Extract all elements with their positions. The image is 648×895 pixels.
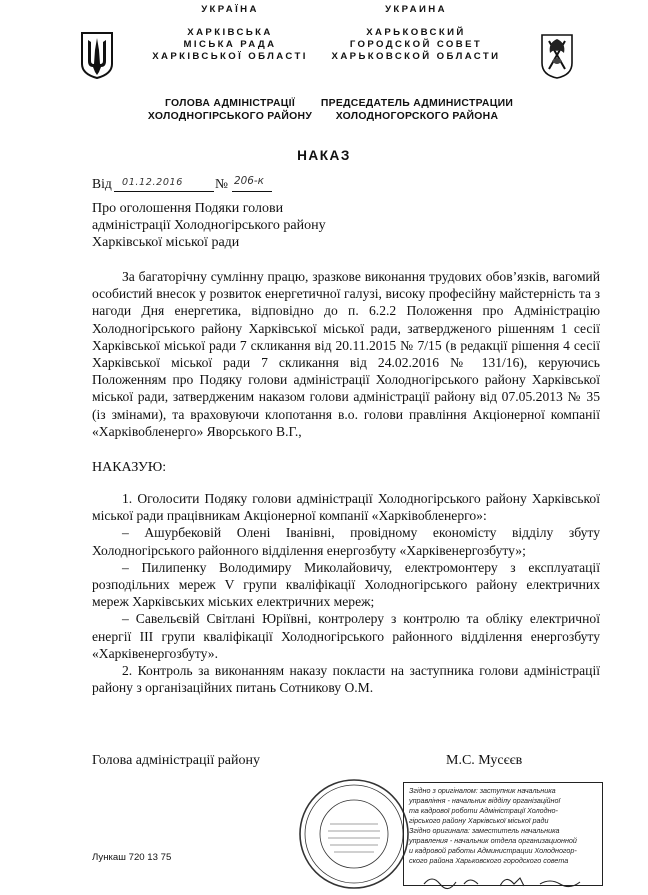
- preamble-paragraph: За багаторічну сумлінну працю, зразкове виконання трудових обов’язків, вагомий особистий внесок у розвиток енергетичної галузі, високу професійну майстерність та з нагоди Дня енергетика, відповідно до п. 6.2.2 Положення про Адміністрацію Холодногірського району Харківської міської ради, затвердженого рішенням 1 сесії Харківської міської ради 7 скликання від 20.11.2015 № 7/15 (в редакції рішення 4 сесії Харківської міської ради 7 скликання від 24.02.2016 № 131/16), керуючись Положенням про Подяку голови адміністрації Холодногірського району Харківської міської ради, затвердженим наказом голови адміністрації району від 07.05.2013 № 35 (із змінами), та враховуючи клопотання в.о. голови правління Акціонерної компанії «Харківобленерго» Яворського В.Г.,: [92, 269, 600, 439]
- subject-line-3: Харківської міської ради: [92, 235, 240, 251]
- number-label: №: [215, 176, 228, 191]
- header-left-head-line-1: ГОЛОВА АДМІНІСТРАЦІЇ: [164, 98, 295, 109]
- header-right-org-line-2: ГОРОДСКОЙ СОВЕТ: [349, 39, 483, 50]
- copy-stamp-line-5: Згідно оригинала: заместитель начальника: [409, 826, 560, 835]
- date-number-line: [92, 176, 272, 194]
- copy-stamp-line-7: и кадровой работы Администрации Холодногор-: [409, 846, 577, 855]
- order-item-1-person-1: – Ашурбековій Олені Іванівні, провідному економісту відділу збуту Холодногірського районного відділення енергозбуту «Харківенергозбуту»;: [92, 525, 600, 558]
- copy-stamp-line-2: управління - начальник відділу організаційної: [409, 796, 561, 805]
- date-value: 01.12.2016: [122, 177, 183, 188]
- document-subject: [92, 200, 326, 252]
- header-right-head-line-2: ХОЛОДНОГОРСКОГО РАЙОНА: [335, 111, 499, 122]
- order-word: НАКАЗУЮ:: [92, 460, 167, 475]
- order-items: [92, 490, 600, 696]
- order-item-1: 1. Оголосити Подяку голови адміністрації Холодногірського району Харківської міської ради працівникам Акціонерної компанії «Харківобленерго»:: [92, 491, 600, 524]
- order-item-1-person-3: – Савельєвій Світлані Юріївні, контролеру з контролю та обліку електричної енергії III групи кваліфікації Холодногірського районного відділення енергозбуту «Харківенергозбуту».: [92, 611, 600, 661]
- copy-stamp-line-6: управления - начальник отдела организационной: [409, 836, 577, 845]
- city-emblem-icon: [540, 33, 574, 79]
- number-value: 206-к: [234, 175, 264, 187]
- handwritten-signature: [420, 872, 590, 890]
- copy-stamp-line-8: ского района Харьковского городского совета: [409, 856, 569, 865]
- printer-footer: Лункаш 720 13 75: [92, 852, 172, 863]
- header-right-country: УКРАИНА: [385, 4, 447, 15]
- document-type: НАКАЗ: [297, 148, 351, 163]
- order-item-2: 2. Контроль за виконанням наказу покласти на заступника голови адміністрації району з організаційних питань Сотникову О.М.: [92, 663, 600, 696]
- copy-stamp-line-1: Згідно з оригіналом: заступник начальника: [409, 786, 556, 795]
- round-stamp-graphic: [298, 778, 410, 890]
- header-left-country: УКРАЇНА: [201, 4, 259, 15]
- subject-line-1: Про оголошення Подяки голови: [92, 201, 284, 216]
- header-right-head-line-1: ПРЕДСЕДАТЕЛЬ АДМИНИСТРАЦИИ: [320, 98, 514, 109]
- header-right-org-line-3: ХАРЬКОВСКОЙ ОБЛАСТИ: [331, 51, 501, 62]
- header-left-org-line-3: ХАРКІВСЬКОЇ ОБЛАСТІ: [152, 51, 308, 62]
- header-right-head: [312, 97, 522, 123]
- header-left-head-line-2: ХОЛОДНОГІРСЬКОГО РАЙОНУ: [147, 111, 313, 122]
- order-item-1-person-2: – Пилипенку Володимиру Миколайовичу, електромонтеру з експлуатації розподільних мереж V групи кваліфікації Холодногірського району електричних мереж Харківських міських електричних мереж;: [92, 559, 600, 610]
- signature-name: М.С. Мусєєв: [446, 753, 523, 768]
- header-left-org-line-1: ХАРКІВСЬКА: [187, 27, 273, 38]
- coat-of-arms-icon: [79, 30, 115, 80]
- copy-stamp-line-4: гірського району Харківської міської ради: [409, 816, 549, 825]
- header-right-org-line-1: ХАРЬКОВСКИЙ: [366, 27, 466, 38]
- header-right-org: [316, 27, 516, 63]
- copy-stamp-line-3: та кадрової роботи Адміністрації Холодно-: [409, 806, 558, 815]
- header-left-org-line-2: МІСЬКА РАДА: [183, 39, 277, 50]
- header-left-org: [130, 27, 330, 63]
- round-stamp: [298, 778, 410, 890]
- signature-position: Голова адміністрації району: [92, 753, 260, 768]
- header-left-head: [130, 97, 330, 123]
- preamble: [92, 268, 600, 440]
- copy-stamp: [403, 782, 603, 886]
- subject-line-2: адміністрації Холодногірського району: [92, 218, 326, 234]
- date-label: Від: [92, 176, 112, 191]
